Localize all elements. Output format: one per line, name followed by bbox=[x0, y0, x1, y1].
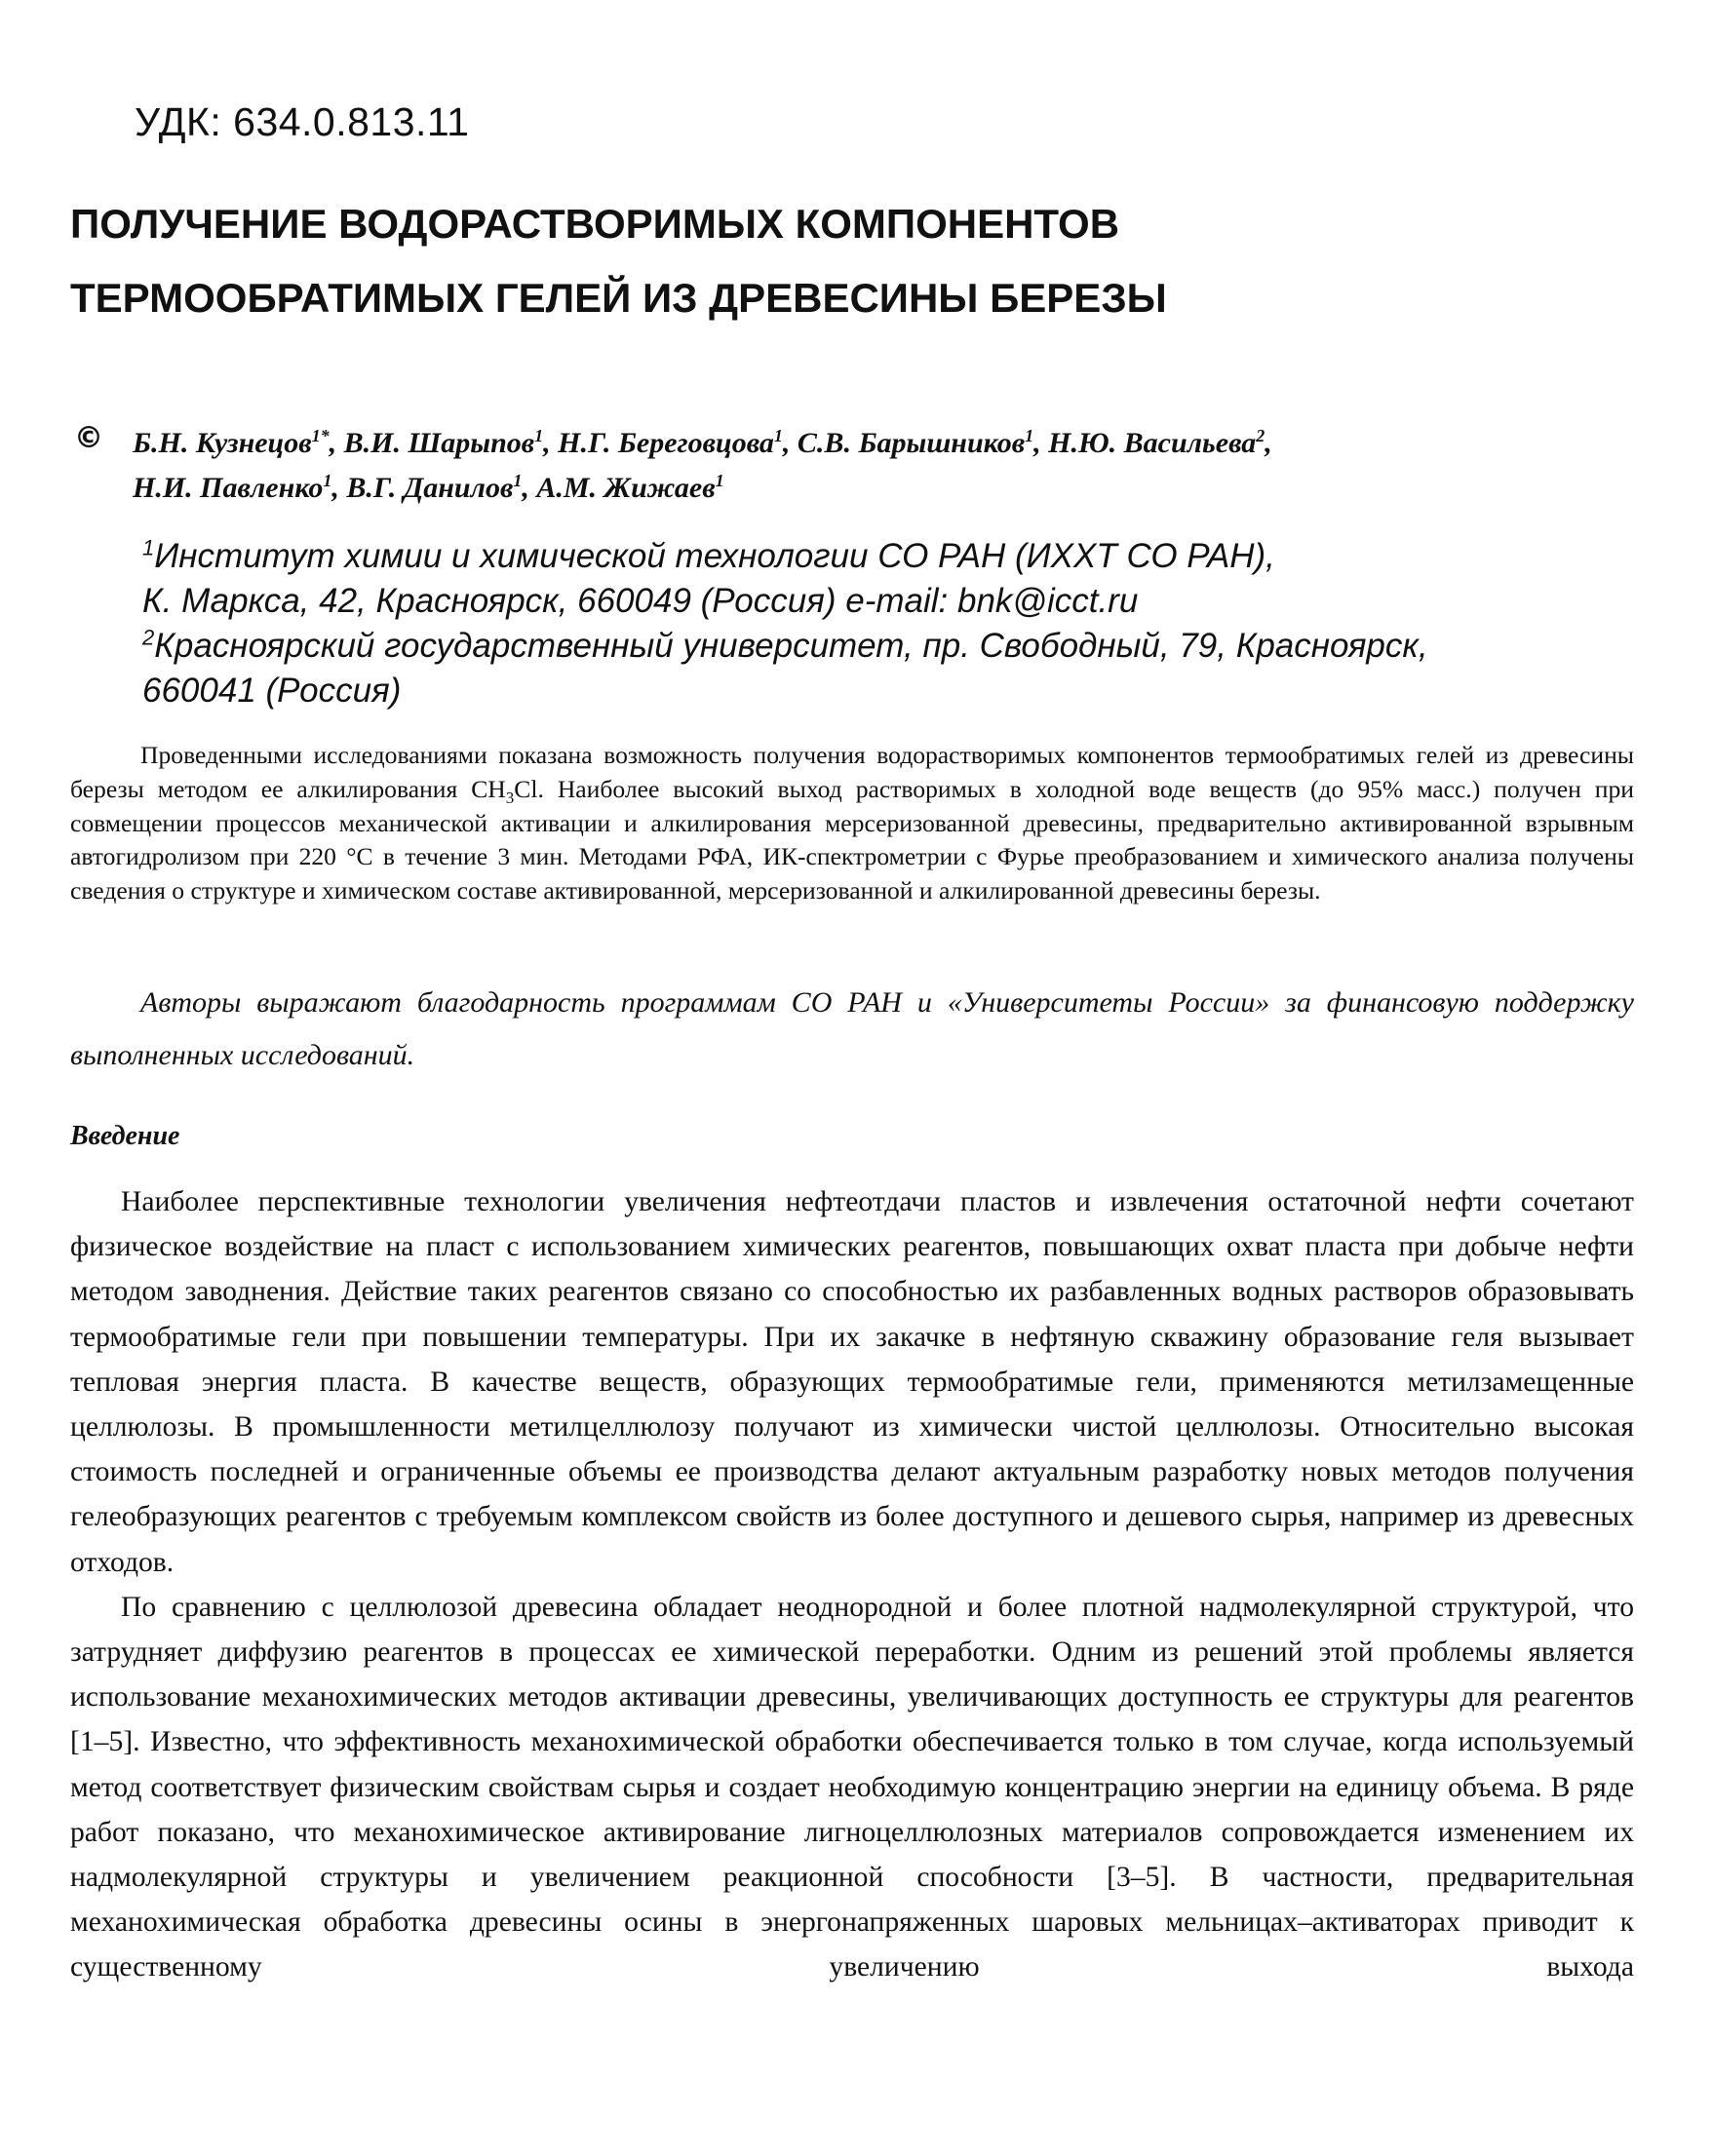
author-affiliation-mark: 1 bbox=[1025, 426, 1034, 445]
paragraph: Наиболее перспективные технологии увеличения нефтеотдачи пластов и извлечения остаточной нефти сочетают физическое воздействие на пласт с использованием химических реагентов, повышающих охват пласта при добыче нефти методом заводнения. Действие таких реагентов связано со способностью их разбавленных водных растворов образовывать термообратимые гели при повышении температуры. При их закачке в нефтяную скважину образование геля вызывает тепловая энергия пласта. В качестве веществ, образующих термообратимые гели, применяются метилзамещенные целлюлозы. В промышленности метилцеллюлозу получают из химически чистой целлюлозы. Относительно высокая стоимость последней и ограниченные объемы ее производства делают актуальным разработку новых методов получения гелеобразующих реагентов с требуемым комплексом свойств из более доступного и дешевого сырья, например из древесных отходов. bbox=[70, 1186, 1634, 1578]
paragraph: По сравнению с целлюлозой древесина обладает неоднородной и более плотной надмолекулярной структурой, что затрудняет диффузию реагентов в процессах ее химической переработки. Одним из решений этой проблемы является использование механохимических методов активации древесины, увеличивающих доступность ее структуры для реагентов [1–5]. Известно, что эффективность механохимической обработки обеспечивается только в том случае, когда используемый метод соответствует физическим свойствам сырья и создает необходимую концентрацию энергии на единицу объема. В ряде работ показано, что механохимическое активирование лигноцеллюлозных материалов сопровождается изменением их надмолекулярной структуры и увеличением реакционной способности [3–5]. В частности, предварительная механохимическая обработка древесины осины в энергонапряженных шаровых мельницах–активаторах приводит к существенному увеличению выхода bbox=[70, 1591, 1634, 1983]
author-separator: , bbox=[329, 427, 344, 459]
author-separator: , bbox=[543, 427, 559, 459]
author-separator: , bbox=[1033, 427, 1049, 459]
section-heading: Введение bbox=[70, 1121, 180, 1151]
author-affiliation-mark: 1 bbox=[513, 471, 523, 490]
affiliation-mark: 1 bbox=[142, 535, 155, 560]
copyright-icon: © bbox=[74, 421, 103, 455]
author-affiliation-mark: 1 bbox=[773, 426, 783, 445]
affiliation-2-line-2: 660041 (Россия) bbox=[142, 672, 402, 710]
author-line-1 bbox=[133, 421, 1654, 466]
author-name: Н.Ю. Васильева bbox=[1048, 427, 1257, 459]
title-line-2: ТЕРМООБРАТИМЫХ ГЕЛЕЙ ИЗ ДРЕВЕСИНЫ БЕРЕЗЫ bbox=[70, 275, 1167, 321]
abstract-text: Cl. Наиболее высокий выход растворимых в холодной воде веществ (до 95% масс.) получен при совмещении процессов механической активации и алкилирования мерсеризованной древесины, предварительно активированной взрывным автогидролизом при 220 °С в течение 3 мин. Методами РФА, ИК-спектрометрии с Фурье преобразованием и химического анализа получены сведения о структуре и химическом составе активированной, мерсеризованной и алкилированной древесины березы. bbox=[70, 774, 1634, 905]
author-line-2 bbox=[133, 466, 1654, 511]
affiliation-text: Красноярский государственный университет, пр. Свободный, 79, Красноярск, bbox=[154, 627, 1428, 665]
abstract-text: Проведенными исследованиями показана возможность получения водорастворимых компонентов термообратимых гелей из древесины березы методом ее алкилирования CH bbox=[70, 741, 1634, 803]
author-separator: , bbox=[1265, 427, 1272, 459]
affiliation-text: Институт химии и химической технологии СО РАН (ИХХТ СО РАН), bbox=[154, 537, 1275, 575]
author-name: Б.Н. Кузнецов bbox=[133, 427, 312, 459]
author-name: Н.И. Павленко bbox=[133, 472, 324, 504]
author-separator: , bbox=[782, 427, 798, 459]
title-line-1: ПОЛУЧЕНИЕ ВОДОРАСТВОРИМЫХ КОМПОНЕНТОВ bbox=[70, 201, 1120, 247]
affiliation-mark: 2 bbox=[142, 625, 155, 650]
affiliation-1-line-2: К. Маркса, 42, Красноярск, 660049 (Россия) e-mail: bnk@icct.ru bbox=[142, 582, 1139, 620]
abstract bbox=[70, 739, 1634, 908]
author-affiliation-mark: 1 bbox=[323, 471, 332, 490]
author-affiliation-mark: 1* bbox=[311, 426, 330, 445]
affiliation-1-line-1 bbox=[142, 534, 1605, 579]
body-text bbox=[70, 1179, 1634, 1990]
author-separator: , bbox=[331, 472, 347, 504]
author-list bbox=[133, 421, 1654, 511]
affiliations bbox=[142, 534, 1605, 713]
author-separator: , bbox=[522, 472, 537, 504]
formula-subscript: 3 bbox=[505, 788, 515, 807]
author-name: В.Г. Данилов bbox=[346, 472, 514, 504]
author-affiliation-mark: 2 bbox=[1256, 426, 1265, 445]
author-name: А.М. Жижаев bbox=[536, 472, 716, 504]
acknowledgement: Авторы выражают благодарность программам СО РАН и «Университеты России» за финансовую поддержку выполненных исследований. bbox=[70, 986, 1634, 1071]
author-name: В.И. Шарыпов bbox=[343, 427, 535, 459]
author-name: С.В. Барышников bbox=[797, 427, 1026, 459]
udk-code: УДК: 634.0.813.11 bbox=[135, 99, 470, 144]
author-affiliation-mark: 1 bbox=[534, 426, 544, 445]
author-affiliation-mark: 1 bbox=[715, 471, 724, 490]
author-name: Н.Г. Береговцова bbox=[558, 427, 774, 459]
affiliation-2-line-1 bbox=[142, 624, 1605, 669]
article-title bbox=[70, 187, 1591, 335]
